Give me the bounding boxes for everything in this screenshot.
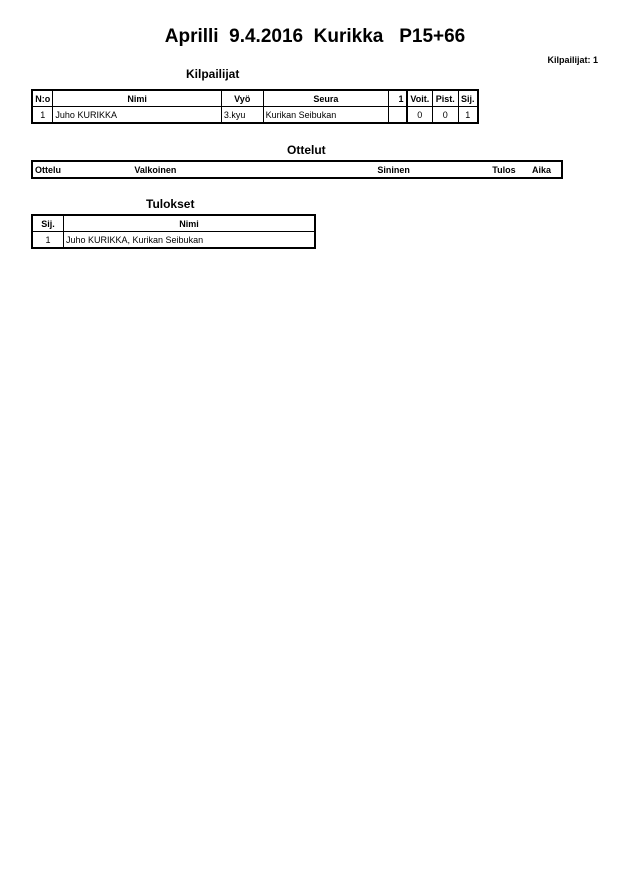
table-row (32, 107, 478, 124)
col-time: Aika (518, 161, 562, 178)
competitor-name: Juho KURIKKA (53, 107, 221, 124)
col-no: N:o (32, 90, 53, 107)
matches-heading: Ottelut (287, 143, 326, 157)
competitor-round1 (389, 107, 407, 124)
col-round1: 1 (389, 90, 407, 107)
col-wins: Voit. (407, 90, 433, 107)
col-belt: Vyö (221, 90, 263, 107)
col-result-name: Nimi (64, 215, 316, 232)
col-result-place: Sij. (32, 215, 64, 232)
participant-count: Kilpailijat: 1 (547, 55, 598, 65)
result-place: 1 (32, 232, 64, 249)
page-title: Aprilli 9.4.2016 Kurikka P15+66 (164, 26, 466, 47)
col-name: Nimi (53, 90, 221, 107)
competitors-heading: Kilpailijat (186, 67, 240, 81)
matches-table (31, 160, 563, 179)
competitor-wins: 0 (407, 107, 433, 124)
col-points: Pist. (433, 90, 459, 107)
competitor-club: Kurikan Seibukan (263, 107, 389, 124)
competitor-no: 1 (32, 107, 53, 124)
col-result: Tulos (472, 161, 517, 178)
col-match: Ottelu (32, 161, 78, 178)
competitors-table (31, 89, 479, 124)
table-row (32, 232, 315, 249)
competitor-place: 1 (458, 107, 478, 124)
matches-header-row (32, 161, 562, 178)
results-header-row (32, 215, 315, 232)
col-place: Sij. (458, 90, 478, 107)
col-white: Valkoinen (78, 161, 375, 178)
results-heading: Tulokset (146, 197, 195, 211)
competitor-belt: 3.kyu (221, 107, 263, 124)
competitors-header-row (32, 90, 478, 107)
results-table (31, 214, 316, 249)
competitor-points: 0 (433, 107, 459, 124)
col-blue: Sininen (375, 161, 472, 178)
col-club: Seura (263, 90, 389, 107)
result-name: Juho KURIKKA, Kurikan Seibukan (64, 232, 316, 249)
